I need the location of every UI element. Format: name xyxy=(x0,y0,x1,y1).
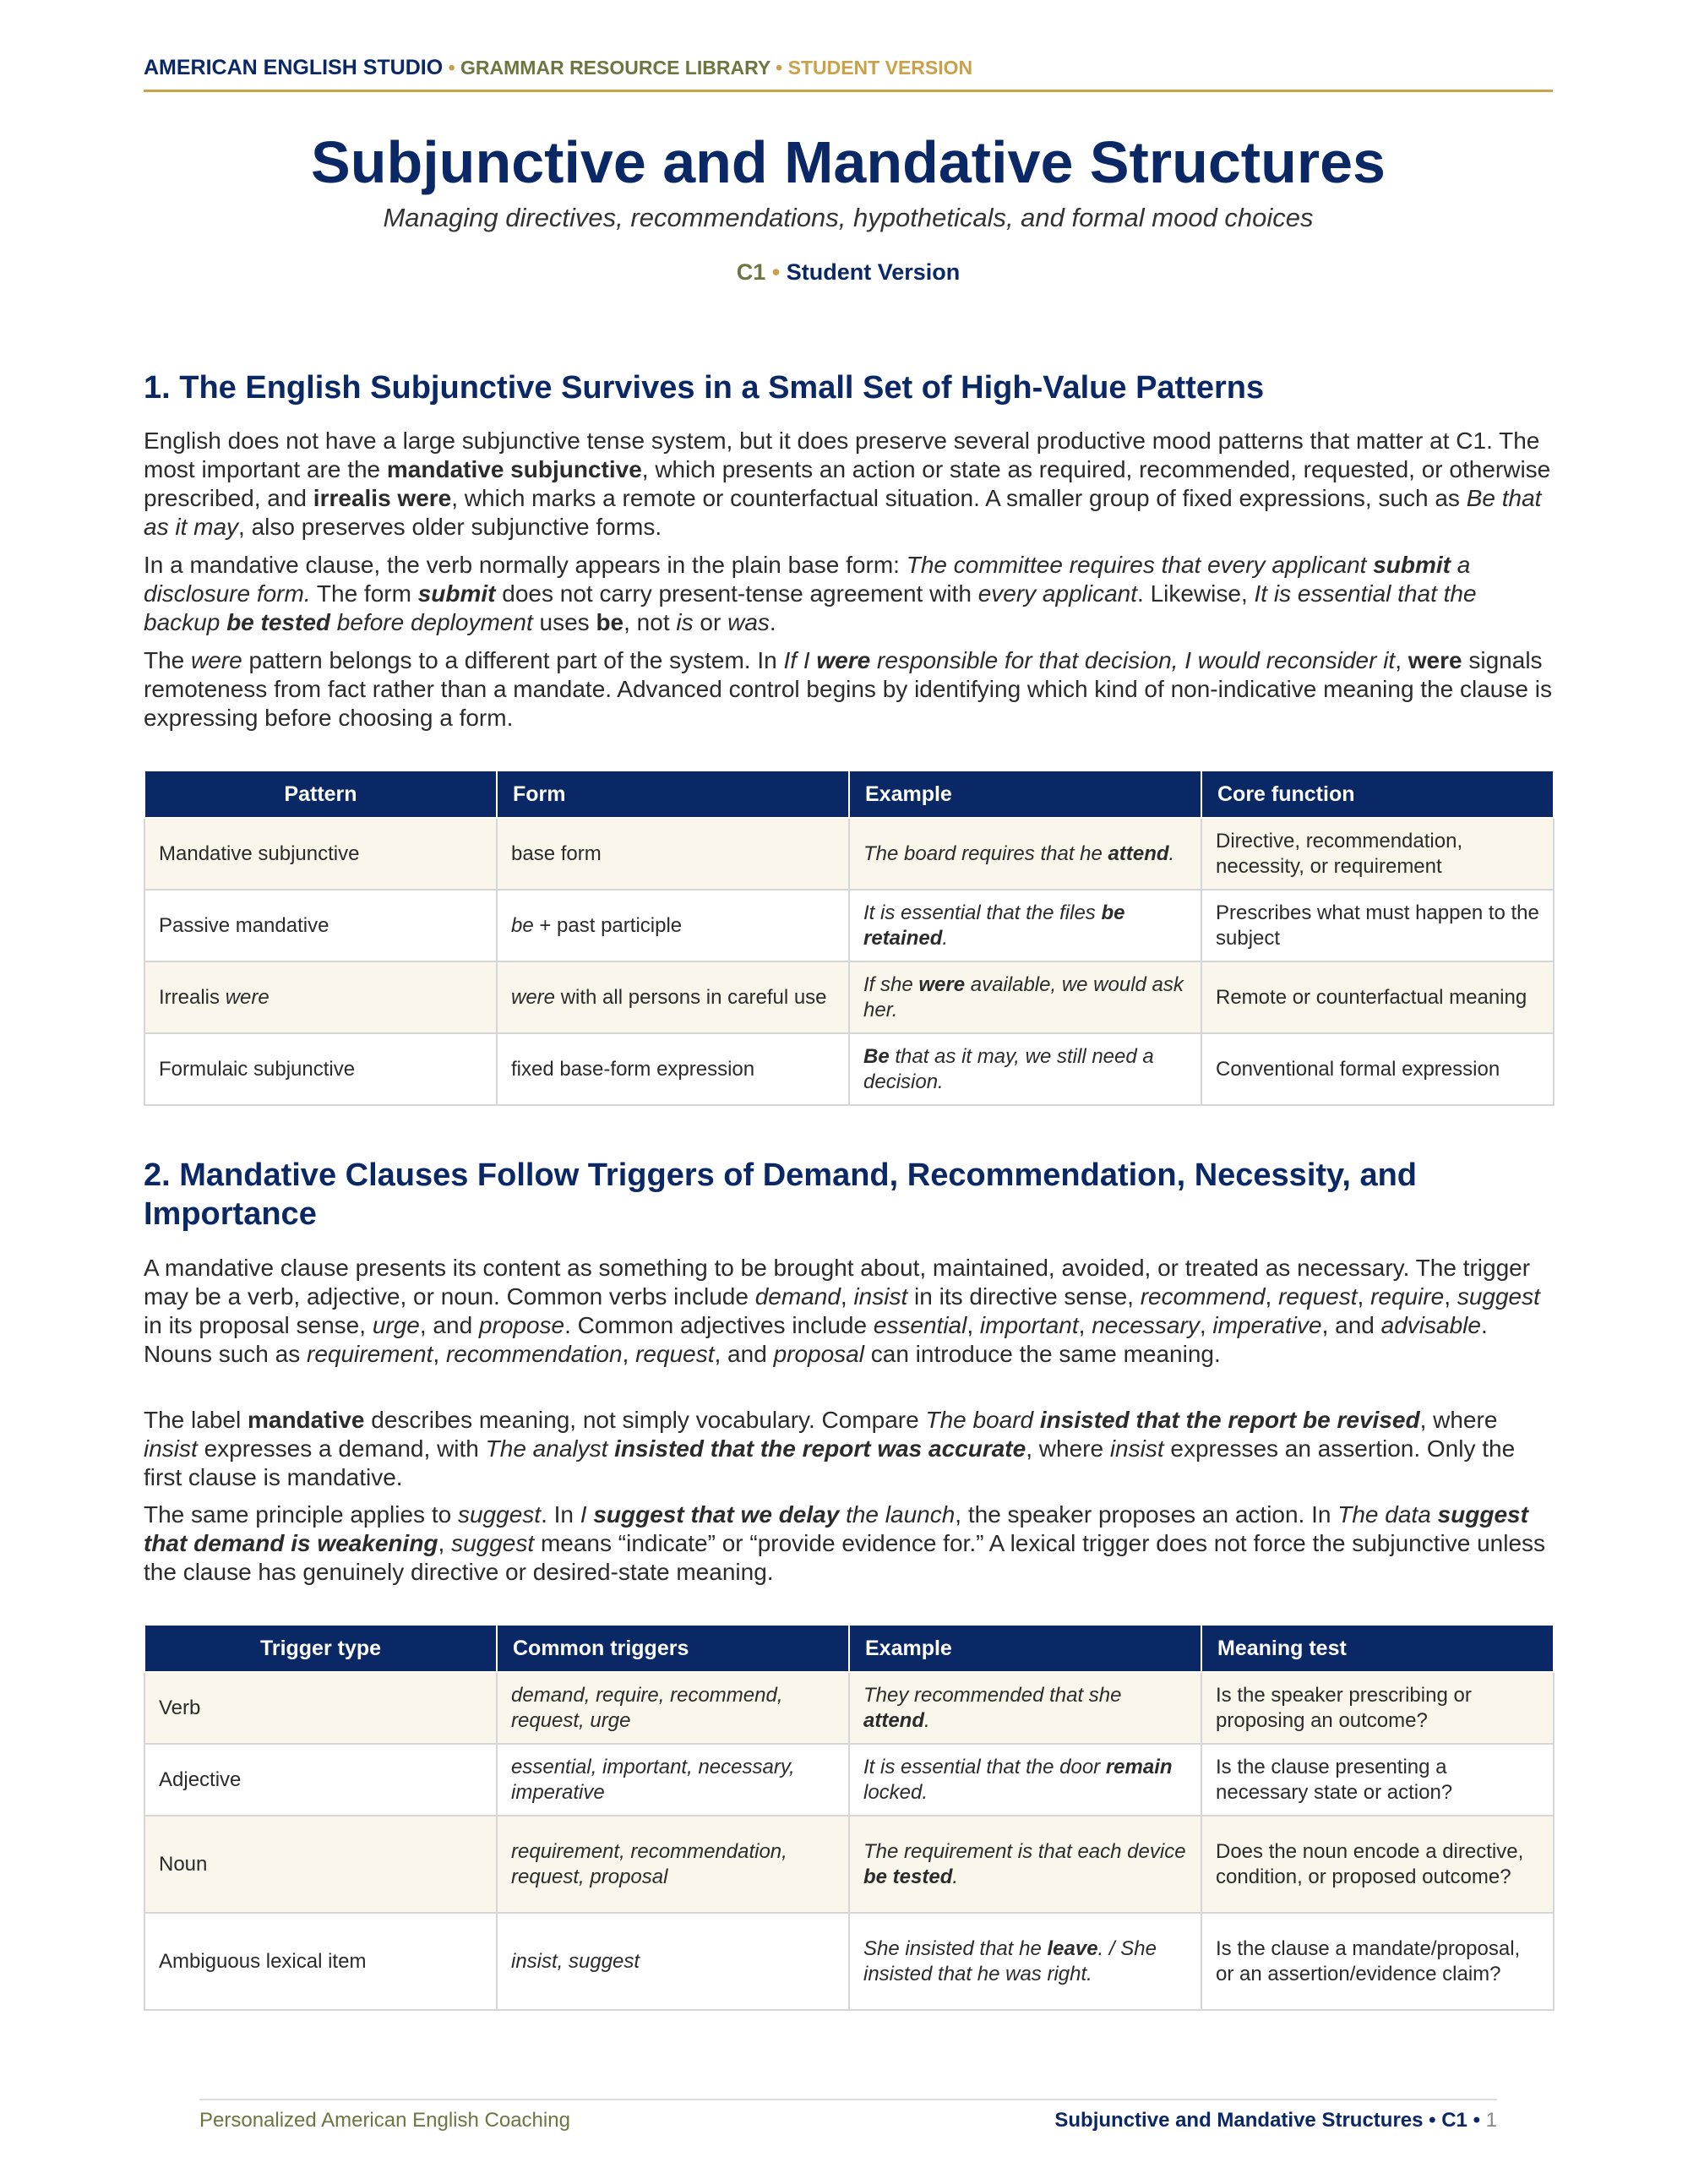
page-subtitle: Managing directives, recommendations, hypotheticals, and formal mood choices xyxy=(383,203,1314,232)
column-header: Example xyxy=(849,771,1201,818)
table-row xyxy=(144,1744,1554,1816)
table-header-row xyxy=(144,771,1554,818)
top-banner xyxy=(144,56,1553,92)
patterns-table xyxy=(144,770,1555,1106)
section-1-paragraph-3: The were pattern belongs to a different part of the system. In If I were responsible for that decision, I would reconsider it, were signals remoteness from fact rather than a mandate. Advanced control begins by identifying which kind of non-indicative meaning the clause is expressing before choosing a form. xyxy=(144,647,1552,731)
table-cell: fixed base-form expression xyxy=(497,1033,849,1105)
table-cell: The requirement is that each device be tested. xyxy=(849,1816,1201,1913)
section-2-paragraph-2: The label mandative describes meaning, not simply vocabulary. Compare The board insisted that the report be revised, where insist expresses a demand, with The analyst insisted that the report was accurate, where insist expresses an assertion. Only the first clause is mandative. xyxy=(144,1407,1516,1490)
table-cell: demand, require, recommend, request, urge xyxy=(497,1672,849,1744)
table-cell: essential, important, necessary, imperative xyxy=(497,1744,849,1816)
level-line xyxy=(144,255,1553,289)
column-header: Form xyxy=(497,771,849,818)
level-label: Student Version xyxy=(786,259,961,285)
table-cell: Conventional formal expression xyxy=(1201,1033,1554,1105)
table-cell: They recommended that she attend. xyxy=(849,1672,1201,1744)
level-code: C1 xyxy=(736,259,766,285)
triggers-table xyxy=(144,1624,1555,2011)
table-cell: Be that as it may, we still need a decision. xyxy=(849,1033,1201,1105)
level-separator: • xyxy=(771,259,781,285)
table-cell: If she were available, we would ask her. xyxy=(849,961,1201,1033)
table-row xyxy=(144,961,1554,1033)
table-row xyxy=(144,818,1554,890)
page-footer xyxy=(199,2099,1497,2141)
table-cell: Irrealis were xyxy=(144,961,497,1033)
library-name: GRAMMAR RESOURCE LIBRARY xyxy=(460,57,770,79)
banner-separator: • xyxy=(448,57,455,79)
footer-right-text xyxy=(1054,2109,1497,2132)
section-2-paragraph-3: The same principle applies to suggest. In I suggest that we delay the launch, the speaker proposes an action. In The data suggest that demand is weakening, suggest means “indicate” or “provide evidence for.” A lexical trigger does not force the subjunctive unless the clause has genuinely directive or desired-state meaning. xyxy=(144,1501,1546,1585)
section-2-paragraph-1: A mandative clause presents its content as something to be brought about, maintained, avoided, or treated as necessary. The trigger may be a verb, adjective, or noun. Common verbs include demand, insist in its directive sense, recommend, request, require, suggest in its proposal sense, urge, and propose. Common adjectives include essential, important, necessary, imperative, and advisable. Nouns such as requirement, recommendation, request, and proposal can introduce the same meaning. xyxy=(144,1255,1540,1367)
version-label: STUDENT VERSION xyxy=(787,57,973,79)
column-header: Example xyxy=(849,1625,1201,1672)
table-cell: Prescribes what must happen to the subject xyxy=(1201,890,1554,961)
page-title: Subjunctive and Mandative Structures xyxy=(311,129,1386,195)
table-cell: Is the speaker prescribing or proposing an outcome? xyxy=(1201,1672,1554,1744)
column-header: Common triggers xyxy=(497,1625,849,1672)
table-cell: The board requires that he attend. xyxy=(849,818,1201,890)
table-header-row xyxy=(144,1625,1554,1672)
table-cell: Does the noun encode a directive, condition, or proposed outcome? xyxy=(1201,1816,1554,1913)
table-cell: Is the clause presenting a necessary state or action? xyxy=(1201,1744,1554,1816)
table-cell: Remote or counterfactual meaning xyxy=(1201,961,1554,1033)
column-header: Pattern xyxy=(144,771,497,818)
table-cell: Mandative subjunctive xyxy=(144,818,497,890)
column-header: Trigger type xyxy=(144,1625,497,1672)
section-1-paragraph-1: English does not have a large subjunctive tense system, but it does preserve several productive mood patterns that matter at C1. The most important are the mandative subjunctive, which presents an action or state as required, recommended, requested, or otherwise prescribed, and irrealis were, which marks a remote or counterfactual situation. A smaller group of fixed expressions, such as Be that as it may, also preserves older subjunctive forms. xyxy=(144,428,1551,540)
table-cell: were with all persons in careful use xyxy=(497,961,849,1033)
table-cell: She insisted that he leave. / She insisted that he was right. xyxy=(849,1913,1201,2010)
brand-name: AMERICAN ENGLISH STUDIO xyxy=(144,56,444,79)
table-cell: Directive, recommendation, necessity, or requirement xyxy=(1201,818,1554,890)
section-2-heading: 2. Mandative Clauses Follow Triggers of Demand, Recommendation, Necessity, and Importance xyxy=(144,1157,1418,1232)
footer-left-text: Personalized American English Coaching xyxy=(199,2109,570,2132)
table-row xyxy=(144,1913,1554,2010)
column-header: Meaning test xyxy=(1201,1625,1554,1672)
footer-doc-title: Subjunctive and Mandative Structures • C1 • xyxy=(1054,2109,1480,2132)
table-cell: Verb xyxy=(144,1672,497,1744)
table-row xyxy=(144,1816,1554,1913)
table-cell: base form xyxy=(497,818,849,890)
table-cell: Is the clause a mandate/proposal, or an assertion/evidence claim? xyxy=(1201,1913,1554,2010)
table-cell: requirement, recommendation, request, proposal xyxy=(497,1816,849,1913)
table-cell: It is essential that the files be retained. xyxy=(849,890,1201,961)
table-cell: insist, suggest xyxy=(497,1913,849,2010)
column-header: Core function xyxy=(1201,771,1554,818)
table-cell: Adjective xyxy=(144,1744,497,1816)
table-cell: Noun xyxy=(144,1816,497,1913)
table-cell: Passive mandative xyxy=(144,890,497,961)
table-cell: Formulaic subjunctive xyxy=(144,1033,497,1105)
section-1-heading: 1. The English Subjunctive Survives in a Small Set of High-Value Patterns xyxy=(144,370,1265,406)
page-number: 1 xyxy=(1485,2109,1497,2132)
table-row xyxy=(144,1672,1554,1744)
table-cell: Ambiguous lexical item xyxy=(144,1913,497,2010)
table-cell: be + past participle xyxy=(497,890,849,961)
table-row xyxy=(144,890,1554,961)
banner-separator: • xyxy=(776,57,783,79)
section-1-paragraph-2: In a mandative clause, the verb normally appears in the plain base form: The committee requires that every applicant submit a disclosure form. The form submit does not carry present-tense agreement with every applicant. Likewise, It is essential that the backup be tested before deployment uses be, not is or was. xyxy=(144,552,1477,635)
table-cell: It is essential that the door remain locked. xyxy=(849,1744,1201,1816)
table-row xyxy=(144,1033,1554,1105)
